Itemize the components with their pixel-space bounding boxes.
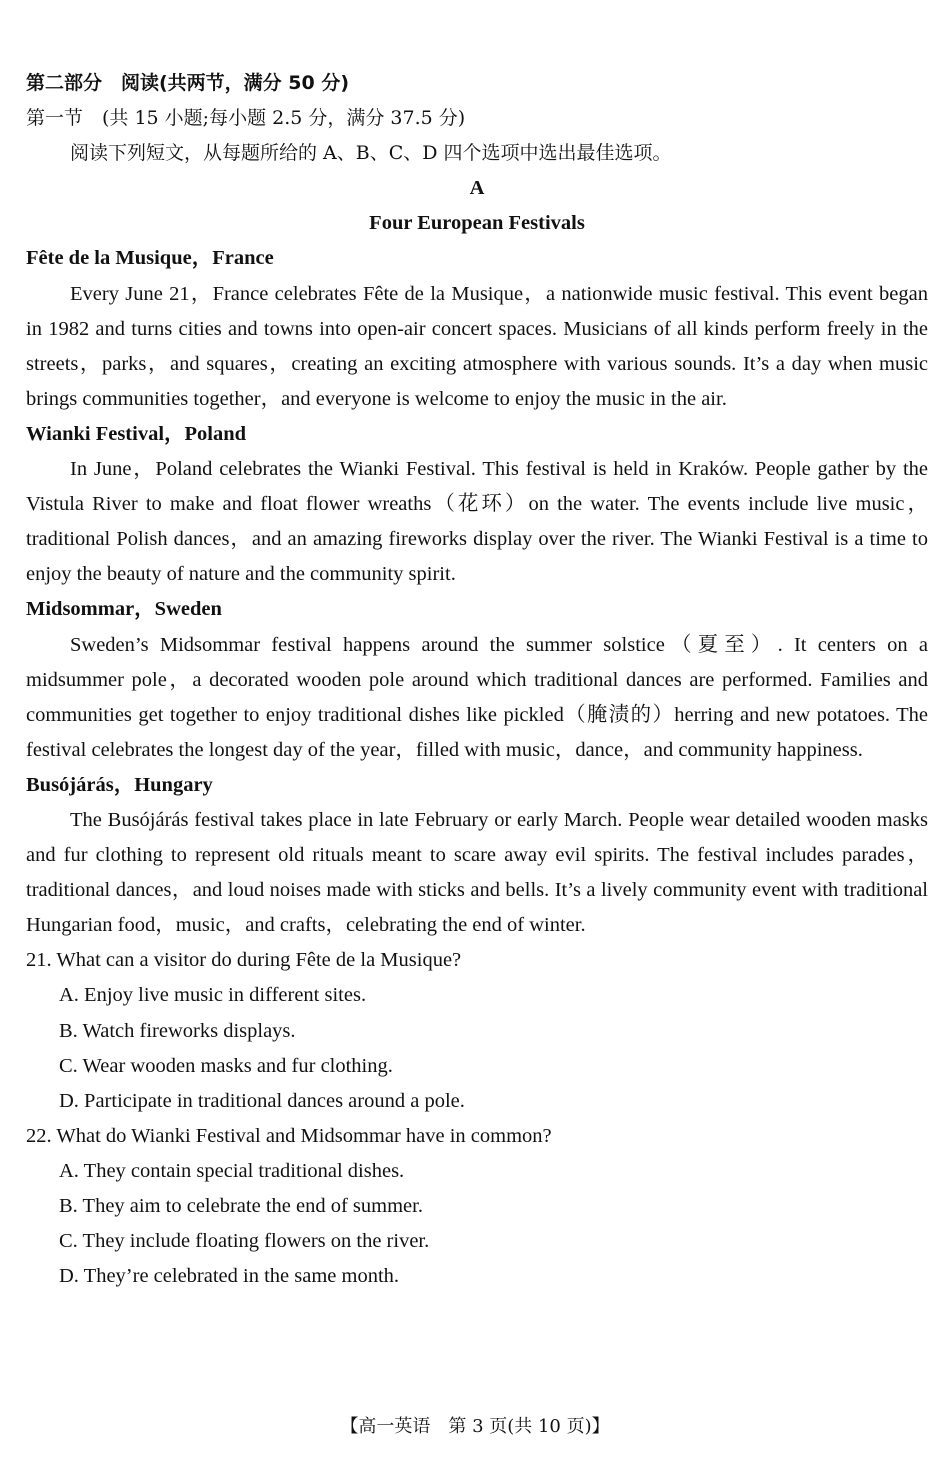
option-a: A. They contain special traditional dishes. xyxy=(59,1159,405,1182)
option-d: D. They’re celebrated in the same month. xyxy=(59,1265,400,1288)
section-heading-france: Fête de la Musique，France xyxy=(26,247,274,270)
section-heading-sweden: Midsommar，Sweden xyxy=(26,598,222,621)
option-c: C. Wear wooden masks and fur clothing. xyxy=(59,1054,393,1077)
section-text-sweden: Sweden’s Midsommar festival happens around the summer solstice（夏至）. It centers on a midsummer pole，a decorated wooden pole around which traditional dances are performed. Families and communities get together to enjoy traditional dishes like pickled（腌渍的）herring and new potatoes. The festival celebrates the longest day of the year，filled with music，dance，and community happiness. xyxy=(26,633,928,761)
option-c: C. They include floating flowers on the river. xyxy=(59,1230,430,1253)
section-text-poland: In June，Poland celebrates the Wianki Festival. This festival is held in Kraków. People gather by the Vistula River to make and float flower wreaths（花环）on the water. The events include live music，traditional Polish dances，and an amazing fireworks display over the river. The Wianki Festival is a time to enjoy the beauty of nature and the community spirit. xyxy=(26,458,928,586)
question-21 xyxy=(26,943,928,1118)
section-heading-hungary: Busójárás，Hungary xyxy=(26,773,213,796)
instruction: 阅读下列短文，从每题所给的 A、B、C、D 四个选项中选出最佳选项。 xyxy=(70,142,672,165)
page-footer: 【高一英语 第 3 页(共 10 页)】 xyxy=(340,1416,610,1437)
passage-title: Four European Festivals xyxy=(369,212,585,235)
option-b: B. Watch fireworks displays. xyxy=(59,1019,296,1042)
section-text-hungary: The Busójárás festival takes place in late February or early March. People wear detailed wooden masks and fur clothing to represent old rituals meant to scare away evil spirits. The festival includes parades，traditional dances，and loud noises made with sticks and bells. It’s a lively community event with traditional Hungarian food，music，and crafts，celebrating the end of winter. xyxy=(26,808,928,937)
part-heading: 第二部分 阅读(共两节，满分 50 分) xyxy=(26,72,350,94)
question-stem: 22. What do Wianki Festival and Midsommar have in common? xyxy=(26,1124,552,1147)
question-stem: 21. What can a visitor do during Fête de la Musique? xyxy=(26,949,462,972)
section-heading: 第一节 (共 15 小题;每小题 2.5 分，满分 37.5 分) xyxy=(26,107,466,130)
section-heading-poland: Wianki Festival，Poland xyxy=(26,422,247,445)
section-text-france: Every June 21，France celebrates Fête de la Musique，a nationwide music festival. This event began in 1982 and turns cities and towns into open-air concert spaces. Musicians of all kinds perform freely in the streets，parks，and squares，creating an exciting atmosphere with various sounds. It’s a day when music brings communities together，and everyone is welcome to enjoy the music in the air. xyxy=(26,282,928,410)
option-b: B. They aim to celebrate the end of summer. xyxy=(59,1195,423,1217)
option-a: A. Enjoy live music in different sites. xyxy=(59,984,367,1007)
option-d: D. Participate in traditional dances around a pole. xyxy=(59,1089,465,1112)
question-22 xyxy=(26,1119,928,1294)
passage-letter: A xyxy=(469,177,485,200)
exam-page xyxy=(26,66,928,1294)
